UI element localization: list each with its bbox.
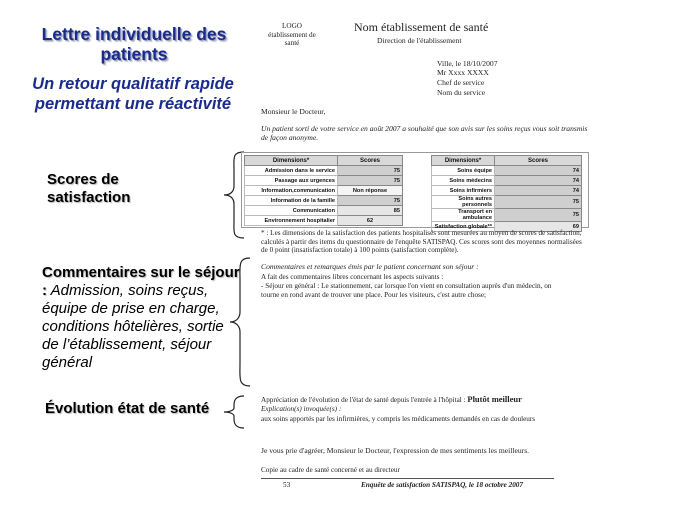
- score-label: Information de la famille: [245, 196, 338, 206]
- recipient-role: Chef de service: [437, 78, 485, 87]
- table-header-scores: Scores: [338, 156, 403, 166]
- table-row: [432, 166, 582, 176]
- scores-table-left: [244, 155, 403, 226]
- table-header-scores: Scores: [495, 156, 582, 166]
- callout-scores: Scores de satisfaction: [47, 171, 131, 206]
- score-value: 74: [495, 186, 582, 196]
- score-value: 75: [338, 176, 403, 186]
- callout-comments-bold: Commentaires sur le séjour :: [42, 264, 240, 299]
- recipient-name: Mr Xxxx XXXX: [437, 68, 489, 77]
- score-label: Transport en ambulance: [432, 209, 495, 222]
- score-value: 69: [495, 222, 582, 232]
- footnote: * : Les dimensions de la satisfaction des patients hospitalisés sont mesurées au moyen de scores de satisfaction, calculés à partir des items du questionnaire de l'enquête SATISPAQ. Ces scores sont des moyennes normalisées de 0 point (insatisfaction totale) à 100 points (satisfaction complète).: [261, 229, 582, 254]
- table-row: [432, 196, 582, 209]
- table-row: [432, 209, 582, 222]
- slide-title: Lettre individuelle des patients: [41, 24, 227, 64]
- score-label: Passage aux urgences: [245, 176, 338, 186]
- score-value: 75: [338, 166, 403, 176]
- recipient-service: Nom du service: [437, 88, 486, 97]
- evolution-label: Appréciation de l'évolution de l'état de santé depuis l'entrée à l'hôpital :: [261, 396, 466, 404]
- table-row: [245, 176, 403, 186]
- table-row: [245, 206, 403, 216]
- score-label: Soins infirmiers: [432, 186, 495, 196]
- score-label: Communication: [245, 206, 338, 216]
- closing-formula: Je vous prie d'agréer, Monsieur le Docteur, l'expression de mes sentiments les meilleurs.: [261, 446, 530, 455]
- table-row: [432, 176, 582, 186]
- scores-table-right: [431, 155, 582, 232]
- footer-rule: [261, 478, 554, 479]
- score-label: Environnement hospitalier: [245, 216, 338, 226]
- evolution-value: Plutôt meilleur: [467, 394, 522, 404]
- footer-caption: Enquête de satisfaction SATISPAQ, le 18 octobre 2007: [361, 481, 523, 489]
- score-value: 74: [495, 176, 582, 186]
- intro-paragraph: Un patient sorti de votre service en août 2007 a souhaité que son avis sur les soins reçus vous soit transmis de façon anonyme.: [261, 124, 588, 143]
- table-row: [245, 196, 403, 206]
- salutation: Monsieur le Docteur,: [261, 107, 326, 116]
- comments-line: - Séjour en général : Le stationnement, car lorsque l'on vient en consultation auprès d'un médecin, on tourne en rond avant de trouver une place. Pour les visiteurs, c'est autre chose;: [261, 282, 552, 299]
- score-value: Non réponse: [338, 186, 403, 196]
- date-line: Ville, le 18/10/2007: [437, 59, 498, 68]
- explanation-text: aux soins apportés par les infirmières, y compris les médicaments demandés en cas de douleurs: [261, 415, 536, 423]
- table-row: [245, 166, 403, 176]
- table-row: [245, 186, 403, 196]
- table-row: [432, 186, 582, 196]
- comments-line: A fait des commentaires libres concernant les aspects suivants :: [261, 273, 444, 281]
- footer-page-number: 53: [283, 481, 291, 489]
- brace-evolution: [222, 394, 246, 430]
- copy-line: Copie au cadre de santé concerné et au directeur: [261, 466, 400, 474]
- table-header-dimensions: Dimensions*: [245, 156, 338, 166]
- score-label: Admission dans le service: [245, 166, 338, 176]
- brace-comments: [228, 256, 252, 388]
- comments-heading: Commentaires et remarques émis par le patient concernant son séjour :: [261, 262, 479, 271]
- explanation-heading: Explication(s) invoquée(s) :: [261, 405, 342, 413]
- score-value: 62: [338, 216, 403, 226]
- score-value: 85: [338, 206, 403, 216]
- establishment-name: Nom établissement de santé: [354, 20, 489, 34]
- score-value: 74: [495, 166, 582, 176]
- slide-subtitle: Un retour qualitatif rapide permettant une réactivité: [32, 75, 234, 113]
- score-value: 75: [495, 209, 582, 222]
- score-value: 75: [338, 196, 403, 206]
- table-row: [245, 216, 403, 226]
- score-label: Satisfaction globale**: [432, 222, 495, 232]
- score-label: Information,communication: [245, 186, 338, 196]
- score-value: 75: [495, 196, 582, 209]
- callout-comments-italic: Admission, soins reçus, équipe de prise en charge, conditions hôtelières, sortie de l’établissement, séjour général: [42, 282, 224, 371]
- callout-evolution: Évolution état de santé: [45, 400, 210, 417]
- establishment-direction: Direction de l'établissement: [377, 36, 462, 45]
- score-label: Soins médecins: [432, 176, 495, 186]
- score-label: Soins autres personnels: [432, 196, 495, 209]
- evolution-line: [261, 395, 601, 405]
- score-label: Soins équipe: [432, 166, 495, 176]
- logo-placeholder: LOGO établissement de santé: [268, 22, 316, 47]
- table-header-dimensions: Dimensions*: [432, 156, 495, 166]
- callout-comments: [42, 264, 242, 372]
